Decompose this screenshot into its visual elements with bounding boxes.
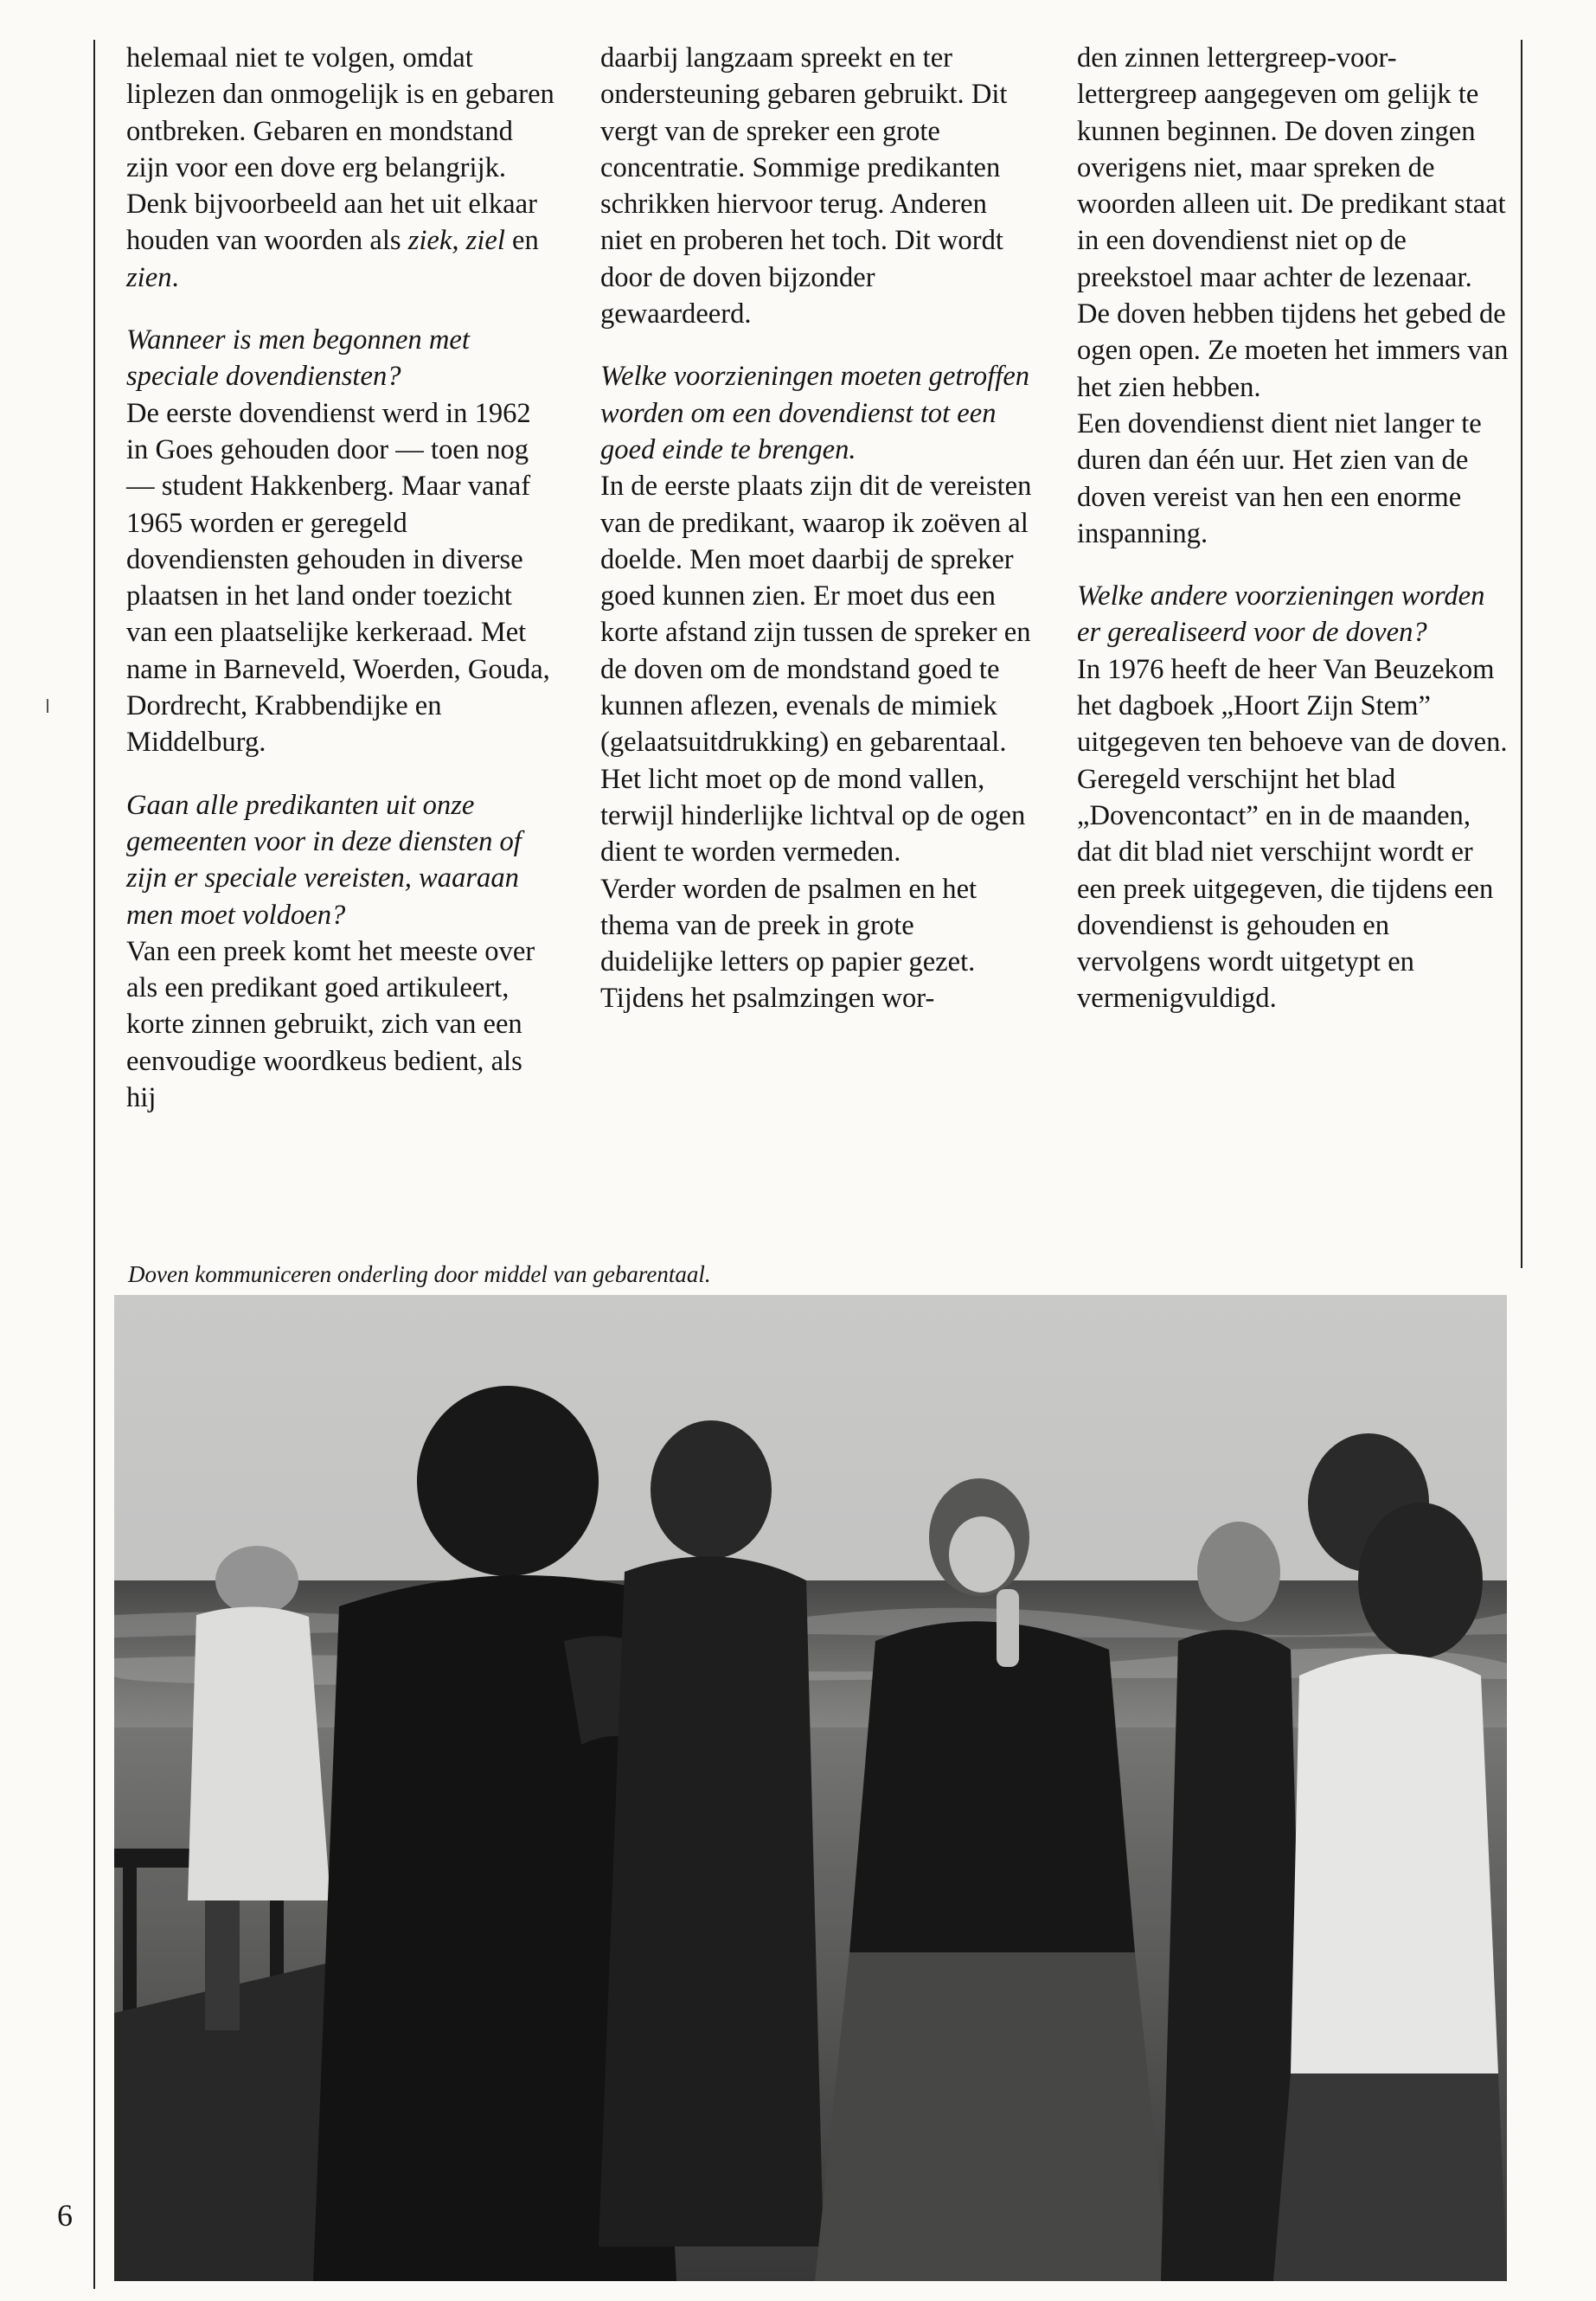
paragraph: De doven hebben tijdens het gebed de ogen open. Ze moeten het immers van het zien hebben. xyxy=(1077,298,1509,403)
paragraph: den zinnen lettergreep-voor-lettergreep aangegeven om gelijk te kunnen beginnen. De doven zingen overigens niet, maar spreken de woorden alleen uit. De predikant staat in een dovendienst niet op de preekstoel maar achter de lezenaar. xyxy=(1077,42,1506,293)
photo-caption: Doven kommuniceren onderling door middel van gebarentaal. xyxy=(128,1261,711,1287)
text-column-right xyxy=(1077,40,1509,1017)
interview-question: Welke voorzieningen moeten getroffen worden om een dovendienst tot een goed einde te brengen. xyxy=(600,361,1030,465)
interview-answer: In de eerste plaats zijn dit de vereisten van de predikant, waarop ik zoëven al doelde. Men moet daarbij de spreker goed kunnen zien. Er moet dus een korte afstand zijn tussen de spreker en de doven om de mondstand goed te kunnen aflezen, evenals de mimiek (gelaatsuitdrukking) en gebarentaal. Het licht moet op de mond vallen, terwijl hinderlijke lichtval op de ogen dient te worden vermeden. xyxy=(600,471,1032,868)
interview-answer: De eerste dovendienst werd in 1962 in Goes gehouden door — toen nog — student Hakkenberg. Maar vanaf 1965 worden er geregeld dovendiensten gehouden in diverse plaatsen in het land onder toezicht van een plaatselijke kerkeraad. Met name in Barneveld, Woerden, Gouda, Dordrecht, Krabbendijke en Middelburg. xyxy=(126,397,550,759)
interview-question: Gaan alle predikanten uit onze gemeenten voor in deze diensten of zijn er speciale vereisten, waaraan men moet voldoen? xyxy=(126,789,522,931)
interview-question: Wanneer is men begonnen met speciale dovendiensten? xyxy=(126,324,470,393)
text-column-middle xyxy=(600,40,1033,1017)
page-number: 6 xyxy=(57,2198,73,2233)
paragraph: Tijdens het psalmzingen wor- xyxy=(600,983,935,1015)
interview-question: Welke andere voorzieningen worden er gerealiseerd voor de doven? xyxy=(1077,580,1485,649)
interview-answer: Van een preek komt het meeste over als een predikant goed artikuleert, korte zinnen gebruikt, zich van een eenvoudige woordkeus bedient, als hij xyxy=(126,935,535,1114)
photo-image xyxy=(114,1295,1507,2281)
interview-answer: In 1976 heeft de heer Van Beuzekom het dagboek „Hoort Zijn Stem” uitgegeven ten behoeve van de doven. xyxy=(1077,653,1508,759)
column-rule-left xyxy=(93,40,95,2289)
photo-deaf-people-signing xyxy=(114,1295,1507,2281)
paragraph: Geregeld verschijnt het blad „Dovencontact” en in de maanden, dat dit blad niet verschijnt wordt er een preek uitgegeven, die tijdens een dovendienst is gehouden en vervolgens wordt uitgetypt en vermenigvuldigd. xyxy=(1077,763,1494,1015)
paragraph: helemaal niet te volgen, omdat liplezen dan onmogelijk is en gebaren ontbreken. Gebaren en mondstand zijn voor een dove erg belangrijk. Denk bijvoorbeeld aan het uit elkaar houden van woorden als ziek, ziel en zien. xyxy=(126,42,554,293)
column-rule-right xyxy=(1521,40,1522,1268)
text-column-left xyxy=(126,40,559,1116)
paragraph: Een dovendienst dient niet langer te duren dan één uur. Het zien van de doven vereist van hen een enorme inspanning. xyxy=(1077,407,1482,549)
paragraph: Verder worden de psalmen en het thema van de preek in grote duidelijke letters op papier gezet. xyxy=(600,873,977,978)
margin-mark xyxy=(47,699,48,713)
paragraph: daarbij langzaam spreekt en ter ondersteuning gebaren gebruikt. Dit vergt van de spreker een grote concentratie. Sommige predikanten schrikken hiervoor terug. Anderen niet en proberen het toch. Dit wordt door de doven bijzonder gewaardeerd. xyxy=(600,42,1008,330)
